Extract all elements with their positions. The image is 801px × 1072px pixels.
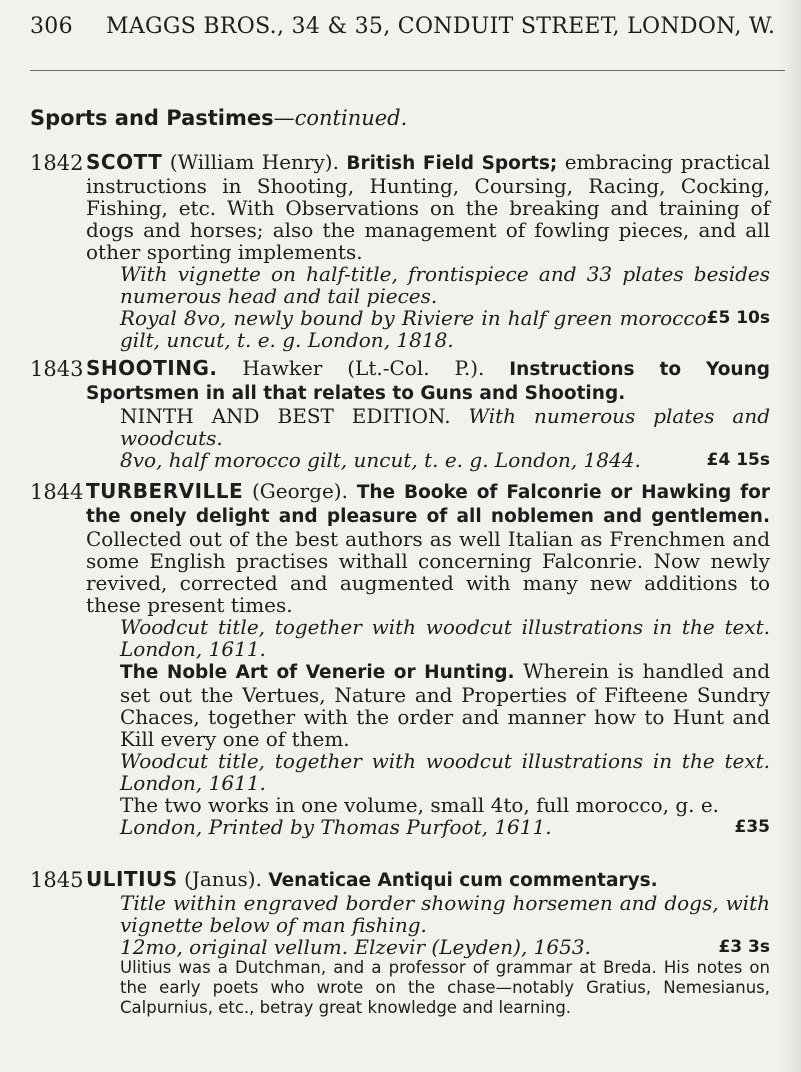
page-number: 306 — [30, 14, 73, 39]
entry-description: embracing practical instructions in Shooting, Hunting, Coursing, Racing, Cocking, Fishing, etc. With Observations on the breaking and training of dogs and horses; also the management of fowling pieces, and all other sporting implements. — [86, 150, 771, 264]
entry-imprint: London, Printed by Thomas Purfoot, 1611. — [120, 815, 552, 839]
entry-binding: Royal 8vo, newly bound by Riviere in half green morocco gilt, uncut, t. e. g. London, 1818. — [120, 306, 707, 352]
entry-price: £35 — [734, 817, 770, 837]
entry-edition-note: With numerous plates and woodcuts. — [120, 404, 770, 450]
page-edge-shadow — [779, 0, 801, 1072]
entry-title: British Field Sports; — [346, 153, 558, 174]
section-title: Sports and Pastimes — [30, 106, 274, 130]
header-rule — [30, 70, 785, 71]
entry-author-detail: Hawker (Lt.-Col. P.). — [217, 356, 510, 380]
catalogue-entry-1843 — [30, 357, 770, 471]
publisher-line: MAGGS BROS., 34 & 35, CONDUIT STREET, LONDON, W. — [106, 14, 776, 39]
entry-author: ULITIUS — [86, 867, 178, 891]
entry-price: £4 15s — [706, 450, 770, 470]
entry-illustrations: With vignette on half-title, frontispiece and 33 plates besides numerous head and tail pieces. — [120, 262, 770, 308]
entry-author: SHOOTING. — [86, 356, 218, 380]
section-heading — [30, 106, 407, 130]
entry-number: 1844 — [30, 480, 84, 504]
entry-binding: 8vo, half morocco gilt, uncut, t. e. g. London, 1844. — [120, 448, 641, 472]
entry-title: The Booke of Falconrie or Hawking for the onely delight and pleasure of all noblemen and gentlemen. — [86, 482, 771, 527]
entry-author: TURBERVILLE — [86, 479, 244, 503]
catalogue-entry-1845 — [30, 868, 770, 1018]
section-continued: —continued. — [273, 106, 408, 130]
page-header — [30, 14, 776, 39]
entry-illustrations: Title within engraved border showing horsemen and dogs, with vignette below of man fishing. — [120, 891, 770, 937]
entry-price: £5 10s — [706, 308, 770, 328]
catalogue-entry-1844 — [30, 480, 770, 838]
entry-title: Instructions to Young Sportsmen in all that relates to Guns and Shooting. — [86, 359, 771, 404]
entry-note: Ulitius was a Dutchman, and a professor of grammar at Breda. His notes on the early poets who wrote on the chase—notably Gratius, Nemesianus, Calpurnius, etc., betray great knowledge and learning. — [120, 958, 770, 1017]
entry-author-detail: (Janus). — [177, 867, 269, 891]
entry-second-description: Wherein is handled and set out the Vertues, Nature and Properties of Fifteene Sundry Chaces, together with the order and manner how to Hunt and Kill every one of them. — [120, 659, 771, 751]
entry-binding: The two works in one volume, small 4to, full morocco, g. e. — [120, 793, 720, 817]
entry-second-title: The Noble Art of Venerie or Hunting. — [120, 662, 515, 683]
entry-binding: 12mo, original vellum. Elzevir (Leyden), 1653. — [120, 935, 591, 959]
entry-author-detail: (William Henry). — [162, 150, 347, 174]
entry-description: Collected out of the best authors as well Italian as Frenchmen and some English practises withall concerning Falconrie. Now newly revived, corrected and augmented with many new additions to these present times. — [86, 527, 770, 617]
entry-price: £3 3s — [718, 937, 770, 957]
entry-author: SCOTT — [86, 150, 163, 174]
entry-edition: NINTH AND BEST EDITION. — [120, 404, 451, 428]
entry-illustrations: Woodcut title, together with woodcut illustrations in the text. London, 1611. — [120, 615, 770, 661]
entry-title: Venaticae Antiqui cum commentarys. — [268, 870, 658, 891]
catalogue-entry-1842 — [30, 151, 770, 351]
entry-author-detail: (George). — [243, 479, 357, 503]
entry-number: 1845 — [30, 868, 84, 892]
entry-number: 1842 — [30, 151, 84, 175]
entry-number: 1843 — [30, 357, 84, 381]
entry-second-illustrations: Woodcut title, together with woodcut illustrations in the text. London, 1611. — [120, 749, 770, 795]
